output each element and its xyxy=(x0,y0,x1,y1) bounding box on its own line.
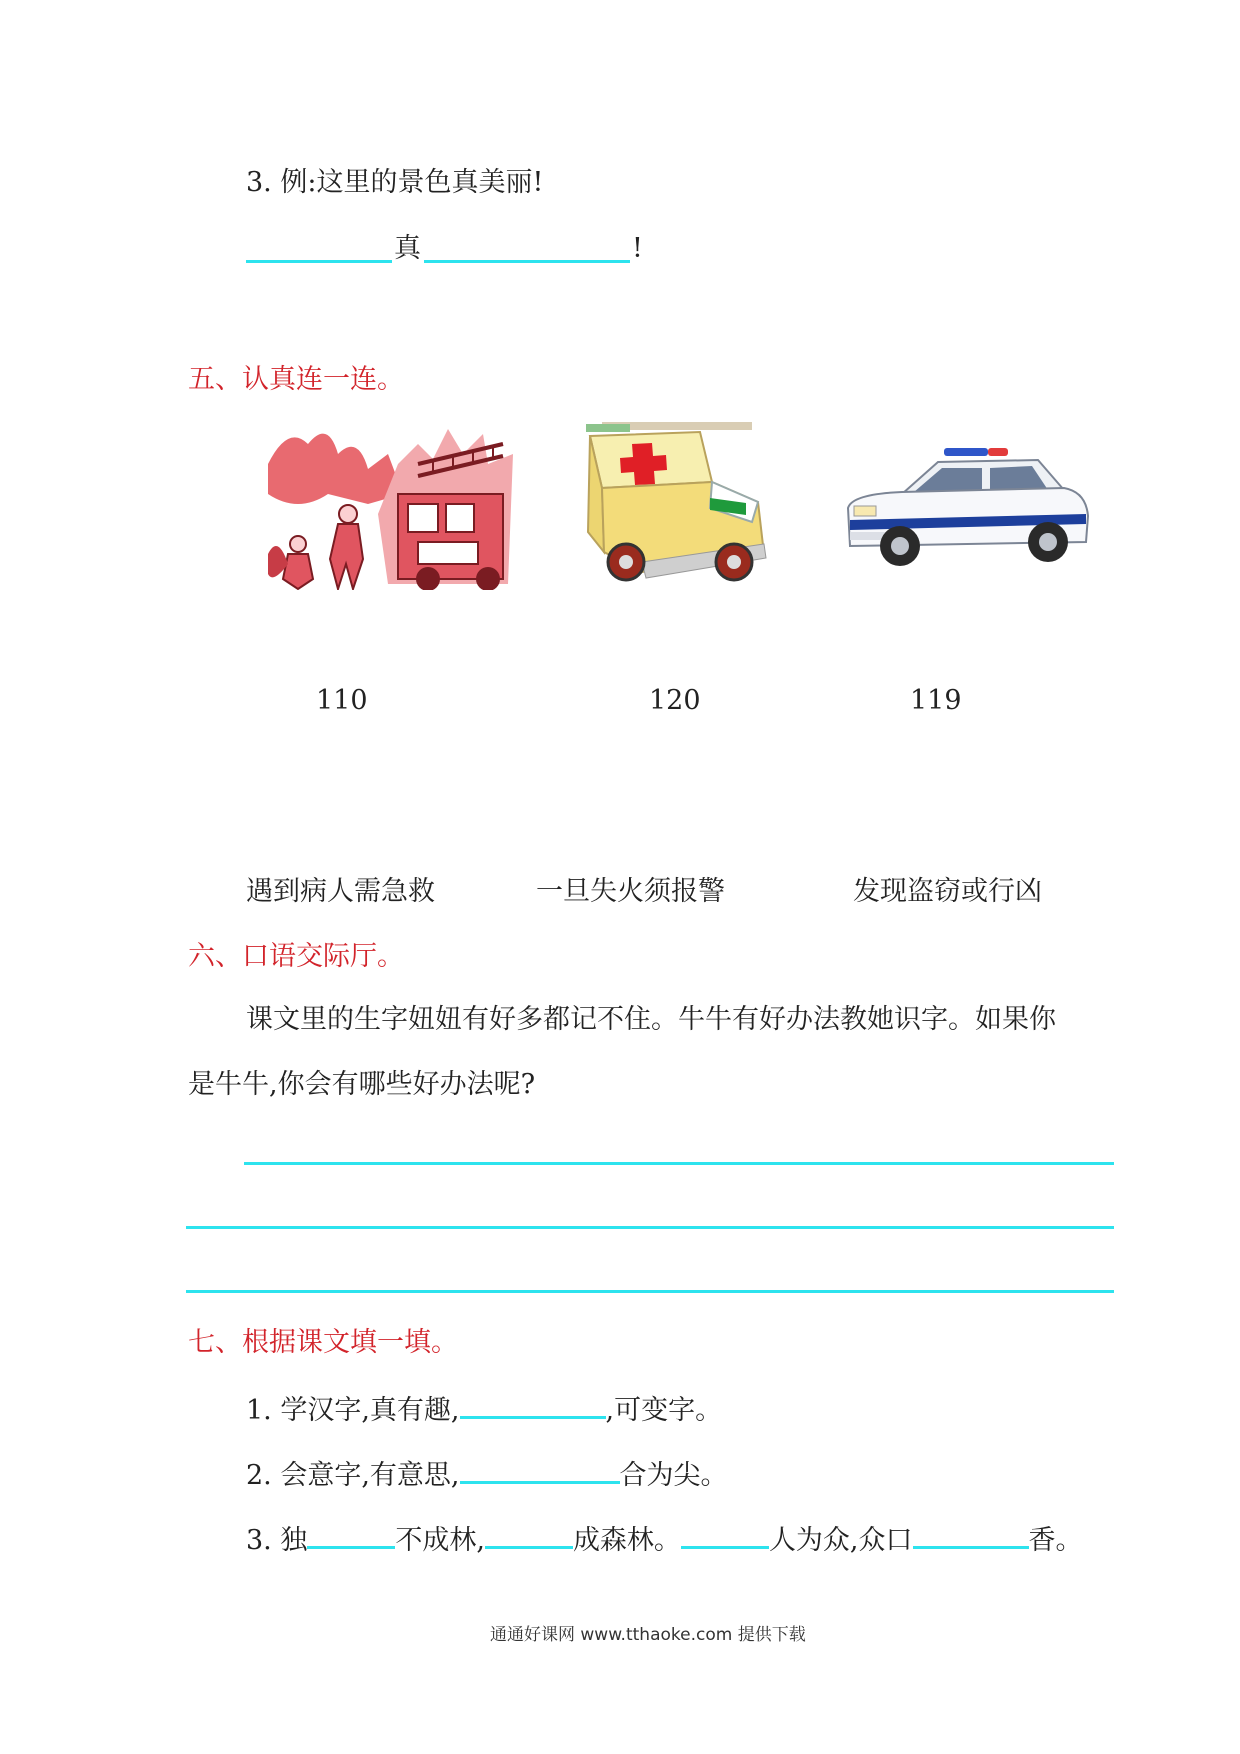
number-label: 110 xyxy=(316,685,368,716)
fill-text: ! xyxy=(632,233,643,264)
answer-blank[interactable] xyxy=(307,1520,395,1549)
fill-question-3 xyxy=(246,1520,1083,1558)
police-car-image xyxy=(842,446,1090,574)
answer-blank[interactable] xyxy=(485,1520,573,1549)
fill-text: 香。 xyxy=(1028,1525,1083,1556)
ambulance-image xyxy=(582,422,774,592)
fire-truck-scene-image xyxy=(268,424,514,590)
answer-blank[interactable] xyxy=(246,260,392,263)
section-heading: 六、口语交际厅。 xyxy=(188,941,404,972)
fill-text: 真 xyxy=(394,233,421,264)
fill-text: 不成林, xyxy=(395,1525,485,1556)
answer-line[interactable] xyxy=(244,1162,1114,1165)
fill-text: 合为尖。 xyxy=(619,1460,728,1491)
answer-blank[interactable] xyxy=(460,1455,620,1484)
fill-text: 成森林。 xyxy=(572,1525,681,1556)
answer-blank[interactable] xyxy=(460,1390,606,1419)
answer-line[interactable] xyxy=(186,1290,1114,1293)
answer-blank[interactable] xyxy=(681,1520,769,1549)
prompt-line: 课文里的生字妞妞有好多都记不住。牛牛有好办法教她识字。如果你 xyxy=(246,1004,1056,1035)
number-label: 120 xyxy=(649,685,701,716)
match-phrase: 遇到病人需急救 xyxy=(246,876,435,907)
section-heading: 五、认真连一连。 xyxy=(188,364,404,395)
match-phrase: 发现盗窃或行凶 xyxy=(853,876,1042,907)
example-sentence: 3. 例:这里的景色真美丽! xyxy=(246,167,544,198)
fill-text: ,可变字。 xyxy=(605,1395,723,1426)
answer-blank[interactable] xyxy=(424,260,630,263)
fill-text: 2. 会意字,有意思, xyxy=(246,1460,460,1491)
fill-question-2 xyxy=(246,1455,728,1493)
prompt-line: 是牛牛,你会有哪些好办法呢? xyxy=(188,1069,536,1100)
answer-line[interactable] xyxy=(186,1226,1114,1229)
footer-text: 通通好课网 www.tthaoke.com 提供下载 xyxy=(490,1625,806,1645)
fill-text: 人为众,众口 xyxy=(768,1525,913,1556)
answer-blank[interactable] xyxy=(913,1520,1029,1549)
match-phrase: 一旦失火须报警 xyxy=(536,876,725,907)
section-heading: 七、根据课文填一填。 xyxy=(188,1327,458,1358)
fill-text: 3. 独 xyxy=(246,1525,308,1556)
number-label: 119 xyxy=(910,685,962,716)
fill-text: 1. 学汉字,真有趣, xyxy=(246,1395,460,1426)
fill-question-1 xyxy=(246,1390,722,1428)
